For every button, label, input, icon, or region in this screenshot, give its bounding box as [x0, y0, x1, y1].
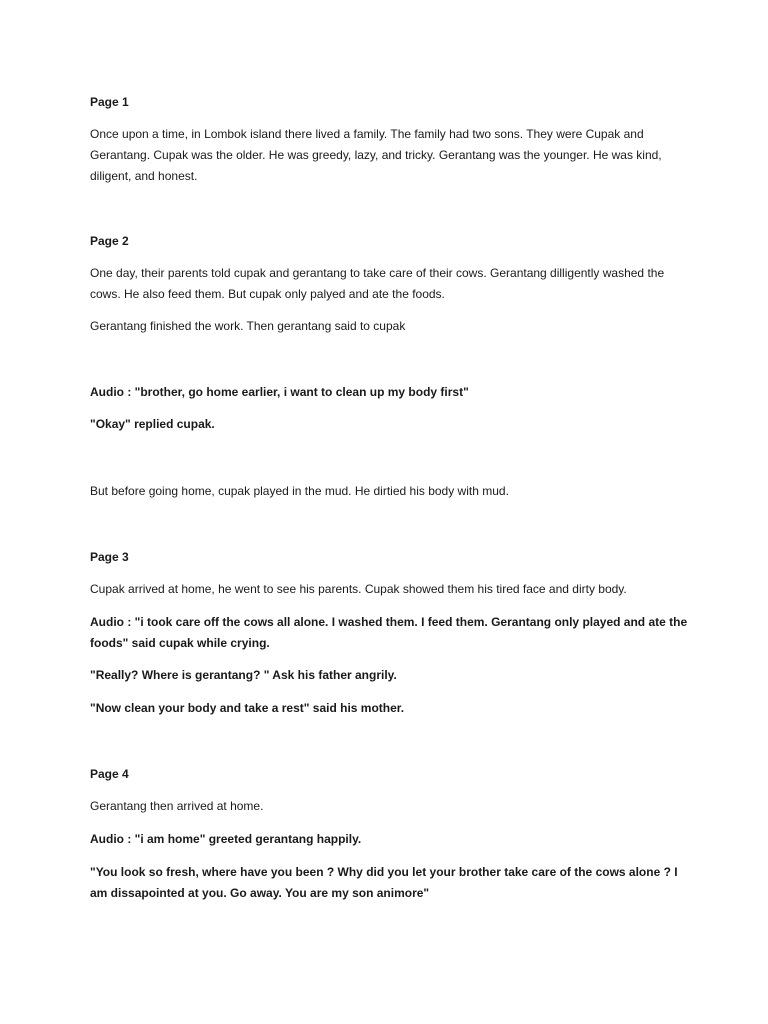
audio-line: Audio : "brother, go home earlier, i want to clean up my body first" [90, 385, 469, 399]
paragraph: Cupak arrived at home, he went to see his parents. Cupak showed them his tired face and dirty body. [90, 582, 627, 596]
audio-line: Audio : "i took care off the cows all alone. I washed them. I feed them. Gerantang only played and ate the foods" said cupak while crying. [90, 615, 688, 650]
audio-line: Audio : "i am home" greeted gerantang happily. [90, 832, 362, 846]
paragraph: Gerantang then arrived at home. [90, 799, 264, 813]
section-heading-page-3: Page 3 [90, 550, 129, 564]
dialogue-line: "Okay" replied cupak. [90, 417, 215, 431]
dialogue-line: "Now clean your body and take a rest" said his mother. [90, 701, 405, 715]
section-heading-page-1: Page 1 [90, 95, 129, 109]
paragraph: Once upon a time, in Lombok island there lived a family. The family had two sons. They were Cupak and Gerantang. Cupak was the older. He was greedy, lazy, and tricky. Gerantang was the younger. He was kind, diligent, and honest. [90, 127, 662, 183]
section-heading-page-4: Page 4 [90, 767, 129, 781]
section-heading-page-2: Page 2 [90, 234, 129, 248]
paragraph: One day, their parents told cupak and gerantang to take care of their cows. Gerantang dilligently washed the cows. He also feed them. But cupak only palyed and ate the foods. [90, 266, 665, 301]
dialogue-line: "You look so fresh, where have you been ? Why did you let your brother take care of the cows alone ? I am dissapointed at you. Go away. You are my son animore" [90, 865, 678, 900]
paragraph: Gerantang finished the work. Then gerantang said to cupak [90, 319, 406, 333]
dialogue-line: "Really? Where is gerantang? " Ask his father angrily. [90, 668, 397, 682]
paragraph: But before going home, cupak played in the mud. He dirtied his body with mud. [90, 484, 509, 498]
